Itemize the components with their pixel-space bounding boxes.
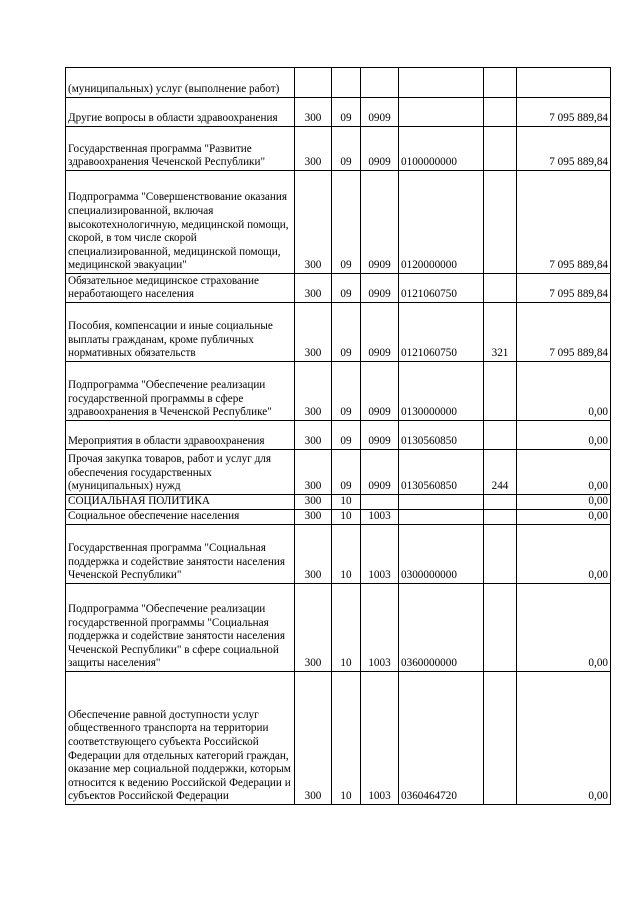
sum-value: 7 095 889,84	[517, 98, 611, 127]
sum-value: 0,00	[517, 421, 611, 450]
section-code: 09	[332, 303, 361, 362]
table-row	[66, 274, 611, 303]
sum-value: 0,00	[517, 672, 611, 805]
row-name: Пособия, компенсации и иные социальные выплаты гражданам, кроме публичных нормативных обязательств	[66, 303, 295, 362]
section-code: 09	[332, 421, 361, 450]
row-name: Мероприятия в области здравоохранения	[66, 421, 295, 450]
table-row	[66, 127, 611, 171]
target-article-code: 0130560850	[399, 450, 484, 495]
expense-type-code	[484, 98, 517, 127]
row-name: (муниципальных) услуг (выполнение работ)	[66, 68, 295, 98]
subsection-code: 1003	[361, 510, 399, 525]
subsection-code: 0909	[361, 421, 399, 450]
sum-value: 0,00	[517, 495, 611, 510]
target-article-code: 0360464720	[399, 672, 484, 805]
section-code: 09	[332, 98, 361, 127]
row-name: Социальное обеспечение населения	[66, 510, 295, 525]
expense-type-code	[484, 362, 517, 421]
admin-code: 300	[295, 672, 332, 805]
sum-value: 7 095 889,84	[517, 274, 611, 303]
expense-type-code	[484, 274, 517, 303]
section-code: 09	[332, 274, 361, 303]
row-name: СОЦИАЛЬНАЯ ПОЛИТИКА	[66, 495, 295, 510]
row-name: Прочая закупка товаров, работ и услуг для обеспечения государственных (муниципальных) нужд	[66, 450, 295, 495]
section-code: 09	[332, 127, 361, 171]
admin-code: 300	[295, 525, 332, 584]
subsection-code: 0909	[361, 171, 399, 274]
sum-value: 0,00	[517, 525, 611, 584]
row-name: Подпрограмма "Совершенствование оказания специализированной, включая высокотехнологичную, медицинской помощи, скорой, в том числе скорой специализированной, медицинской помощи, медицинской эвакуации"	[66, 171, 295, 274]
row-name: Другие вопросы в области здравоохранения	[66, 98, 295, 127]
admin-code: 300	[295, 510, 332, 525]
sum-value: 7 095 889,84	[517, 171, 611, 274]
section-code: 09	[332, 171, 361, 274]
table-row	[66, 68, 611, 98]
sum-value: 7 095 889,84	[517, 303, 611, 362]
section-code: 09	[332, 450, 361, 495]
subsection-code: 0909	[361, 274, 399, 303]
target-article-code	[399, 495, 484, 510]
target-article-code	[399, 510, 484, 525]
section-code: 10	[332, 510, 361, 525]
admin-code: 300	[295, 303, 332, 362]
expense-type-code	[484, 495, 517, 510]
admin-code: 300	[295, 584, 332, 672]
row-name: Подпрограмма "Обеспечение реализации государственной программы в сфере здравоохранения в Чеченской Республике"	[66, 362, 295, 421]
table-row	[66, 98, 611, 127]
table-row	[66, 584, 611, 672]
expense-type-code	[484, 421, 517, 450]
admin-code: 300	[295, 450, 332, 495]
section-code: 10	[332, 525, 361, 584]
subsection-code	[361, 495, 399, 510]
row-name: Подпрограмма "Обеспечение реализации государственной программы "Социальная поддержка и содействие занятости населения Чеченской Республики" в сфере социальной защиты населения"	[66, 584, 295, 672]
subsection-code: 1003	[361, 584, 399, 672]
row-name: Обеспечение равной доступности услуг общественного транспорта на территории соответствующего субъекта Российской Федерации для отдельных категорий граждан, оказание мер социальной поддержки, которым относится к ведению Российской Федерации и субъектов Российской Федерации	[66, 672, 295, 805]
row-name: Государственная программа "Развитие здравоохранения Чеченской Республики"	[66, 127, 295, 171]
admin-code: 300	[295, 495, 332, 510]
section-code: 10	[332, 495, 361, 510]
sum-value	[517, 68, 611, 98]
row-name: Обязательное медицинское страхование неработающего населения	[66, 274, 295, 303]
subsection-code: 0909	[361, 98, 399, 127]
expense-type-code: 244	[484, 450, 517, 495]
target-article-code: 0130560850	[399, 421, 484, 450]
subsection-code: 1003	[361, 672, 399, 805]
table-row	[66, 672, 611, 805]
expense-type-code: 321	[484, 303, 517, 362]
admin-code: 300	[295, 421, 332, 450]
section-code	[332, 68, 361, 98]
target-article-code: 0300000000	[399, 525, 484, 584]
table-row	[66, 362, 611, 421]
row-name: Государственная программа "Социальная поддержка и содействие занятости населения Чеченской Республики"	[66, 525, 295, 584]
table-row	[66, 171, 611, 274]
admin-code: 300	[295, 171, 332, 274]
subsection-code: 0909	[361, 303, 399, 362]
target-article-code	[399, 98, 484, 127]
sum-value: 0,00	[517, 450, 611, 495]
subsection-code: 0909	[361, 362, 399, 421]
budget-table-page	[65, 67, 610, 805]
admin-code: 300	[295, 274, 332, 303]
sum-value: 0,00	[517, 362, 611, 421]
expense-type-code	[484, 127, 517, 171]
target-article-code: 0120000000	[399, 171, 484, 274]
sum-value: 7 095 889,84	[517, 127, 611, 171]
sum-value: 0,00	[517, 584, 611, 672]
expense-type-code	[484, 171, 517, 274]
subsection-code: 0909	[361, 127, 399, 171]
admin-code: 300	[295, 362, 332, 421]
target-article-code: 0121060750	[399, 303, 484, 362]
section-code: 09	[332, 362, 361, 421]
subsection-code	[361, 68, 399, 98]
target-article-code: 0130000000	[399, 362, 484, 421]
table-row	[66, 510, 611, 525]
table-row	[66, 450, 611, 495]
table-row	[66, 495, 611, 510]
admin-code	[295, 68, 332, 98]
subsection-code: 0909	[361, 450, 399, 495]
target-article-code: 0100000000	[399, 127, 484, 171]
budget-table	[65, 67, 611, 805]
expense-type-code	[484, 525, 517, 584]
expense-type-code	[484, 584, 517, 672]
table-row	[66, 421, 611, 450]
target-article-code: 0121060750	[399, 274, 484, 303]
expense-type-code	[484, 68, 517, 98]
table-row	[66, 525, 611, 584]
section-code: 10	[332, 584, 361, 672]
admin-code: 300	[295, 98, 332, 127]
table-row	[66, 303, 611, 362]
section-code: 10	[332, 672, 361, 805]
expense-type-code	[484, 510, 517, 525]
subsection-code: 1003	[361, 525, 399, 584]
expense-type-code	[484, 672, 517, 805]
sum-value: 0,00	[517, 510, 611, 525]
target-article-code	[399, 68, 484, 98]
target-article-code: 0360000000	[399, 584, 484, 672]
admin-code: 300	[295, 127, 332, 171]
